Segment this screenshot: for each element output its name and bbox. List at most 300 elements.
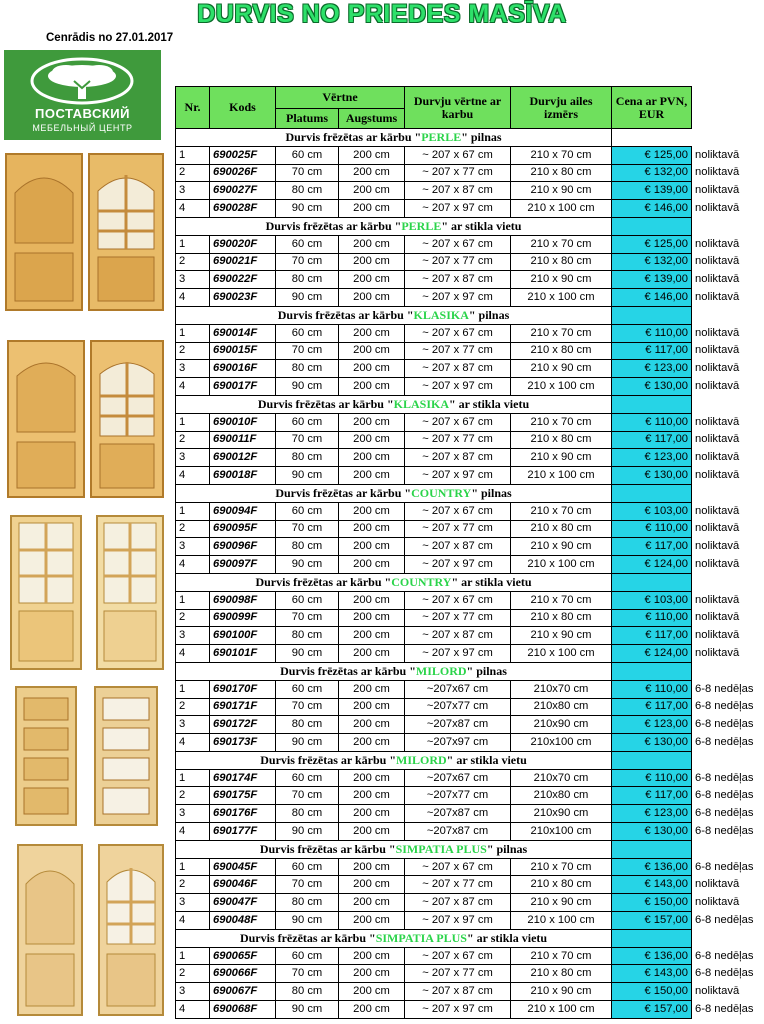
cell-code: 690067F <box>210 983 276 1001</box>
cell-status: 6-8 nedēļas <box>695 771 754 784</box>
cell-height: 200 cm <box>339 965 405 983</box>
cell-opening: 210 x 100 cm <box>511 912 612 930</box>
cell-frame: ~ 207 x 97 cm <box>405 200 511 218</box>
cell-height: 200 cm <box>339 253 405 271</box>
section-price-spacer <box>612 395 692 413</box>
cell-code: 690025F <box>210 146 276 164</box>
cell-opening: 210 x 80 cm <box>511 965 612 983</box>
section-model-name: PERLE <box>421 129 462 144</box>
table-row <box>176 591 764 609</box>
cell-width: 90 cm <box>276 823 339 841</box>
cell-width: 70 cm <box>276 787 339 805</box>
cell-nr: 4 <box>176 734 210 752</box>
cell-opening: 210 x 90 cm <box>511 182 612 200</box>
header-nr: Nr. <box>176 87 210 129</box>
cell-code: 690173F <box>210 734 276 752</box>
cell-nr: 2 <box>176 431 210 449</box>
section-title-prefix: Durvis frēzētas ar kārbu " <box>280 663 416 678</box>
cell-price: € 117,00 <box>612 342 692 360</box>
cell-opening: 210 x 90 cm <box>511 360 612 378</box>
cell-height: 200 cm <box>339 769 405 787</box>
cell-status: noliktavā <box>695 273 740 286</box>
cell-price: € 157,00 <box>612 912 692 930</box>
cell-status: noliktavā <box>695 985 740 998</box>
door-image-milord-glass <box>94 686 158 826</box>
table-row <box>176 538 764 556</box>
cell-code: 690170F <box>210 680 276 698</box>
cell-opening: 210 x 100 cm <box>511 200 612 218</box>
cell-code: 690100F <box>210 627 276 645</box>
cell-status: noliktavā <box>695 237 740 250</box>
cell-opening: 210 x 100 cm <box>511 1001 612 1019</box>
cell-code: 690021F <box>210 253 276 271</box>
cell-code: 690010F <box>210 413 276 431</box>
table-row <box>176 146 764 164</box>
section-title-suffix: " pilnas <box>461 129 502 144</box>
cell-width: 80 cm <box>276 538 339 556</box>
table-row <box>176 716 764 734</box>
section-header-row <box>176 129 764 147</box>
cell-nr: 1 <box>176 680 210 698</box>
cell-status: 6-8 nedēļas <box>695 700 754 713</box>
cell-opening: 210 x 70 cm <box>511 947 612 965</box>
table-row <box>176 378 764 396</box>
cell-nr: 1 <box>176 235 210 253</box>
cell-height: 200 cm <box>339 716 405 734</box>
cell-price: € 125,00 <box>612 146 692 164</box>
cell-width: 60 cm <box>276 947 339 965</box>
cell-opening: 210 x 80 cm <box>511 431 612 449</box>
cell-width: 80 cm <box>276 360 339 378</box>
section-title <box>176 662 612 680</box>
cell-width: 70 cm <box>276 609 339 627</box>
door-image-klasika-solid <box>7 340 85 498</box>
door-image-country-solid <box>96 515 164 670</box>
cell-price: € 117,00 <box>612 627 692 645</box>
cell-width: 60 cm <box>276 146 339 164</box>
cell-height: 200 cm <box>339 289 405 307</box>
cell-opening: 210 x 70 cm <box>511 502 612 520</box>
cell-status: 6-8 nedēļas <box>695 860 754 873</box>
cell-code: 690177F <box>210 823 276 841</box>
cell-nr: 3 <box>176 538 210 556</box>
cell-nr: 2 <box>176 253 210 271</box>
cell-price: € 150,00 <box>612 983 692 1001</box>
cell-code: 690016F <box>210 360 276 378</box>
cell-opening: 210x70 cm <box>511 680 612 698</box>
cell-frame: ~ 207 x 97 cm <box>405 1001 511 1019</box>
cell-nr: 1 <box>176 502 210 520</box>
cell-width: 60 cm <box>276 680 339 698</box>
cell-nr: 1 <box>176 858 210 876</box>
table-row <box>176 182 764 200</box>
table-row <box>176 734 764 752</box>
table-row <box>176 858 764 876</box>
section-title-suffix: " ar stikla vietu <box>451 574 532 589</box>
section-title-prefix: Durvis frēzētas ar kārbu " <box>257 396 394 411</box>
section-title-suffix: " pilnas <box>466 663 507 678</box>
table-row <box>176 965 764 983</box>
cell-frame: ~207x67 cm <box>405 769 511 787</box>
cell-frame: ~ 207 x 97 cm <box>405 556 511 574</box>
cell-code: 690047F <box>210 894 276 912</box>
cell-status: 6-8 nedēļas <box>695 949 754 962</box>
cell-nr: 1 <box>176 769 210 787</box>
cell-price: € 117,00 <box>612 787 692 805</box>
cell-nr: 2 <box>176 609 210 627</box>
header-vertne: Vērtne <box>276 87 405 109</box>
cell-height: 200 cm <box>339 1001 405 1019</box>
section-title-prefix: Durvis frēzētas ar kārbu " <box>285 129 422 144</box>
cell-code: 690097F <box>210 556 276 574</box>
cell-frame: ~ 207 x 87 cm <box>405 894 511 912</box>
cell-code: 690022F <box>210 271 276 289</box>
cell-frame: ~ 207 x 67 cm <box>405 858 511 876</box>
table-row <box>176 947 764 965</box>
cell-code: 690068F <box>210 1001 276 1019</box>
cell-price: € 130,00 <box>612 378 692 396</box>
cell-price: € 117,00 <box>612 698 692 716</box>
cell-code: 690096F <box>210 538 276 556</box>
section-title-suffix: " pilnas <box>486 841 528 856</box>
cell-status: noliktavā <box>695 362 740 375</box>
table-row <box>176 271 764 289</box>
cell-opening: 210 x 100 cm <box>511 556 612 574</box>
cell-code: 690012F <box>210 449 276 467</box>
section-model-name: SIMPATIA PLUS <box>395 841 487 856</box>
cell-frame: ~207x77 cm <box>405 787 511 805</box>
cell-nr: 4 <box>176 378 210 396</box>
cell-price: € 130,00 <box>612 467 692 485</box>
cell-frame: ~ 207 x 97 cm <box>405 289 511 307</box>
cell-nr: 2 <box>176 876 210 894</box>
cell-opening: 210 x 100 cm <box>511 378 612 396</box>
cell-width: 60 cm <box>276 502 339 520</box>
cell-price: € 110,00 <box>612 609 692 627</box>
cell-width: 90 cm <box>276 1001 339 1019</box>
section-model-name: MILORD <box>415 663 467 678</box>
cell-width: 80 cm <box>276 449 339 467</box>
cell-opening: 210 x 80 cm <box>511 342 612 360</box>
cell-opening: 210x80 cm <box>511 787 612 805</box>
cell-frame: ~ 207 x 77 cm <box>405 164 511 182</box>
cell-price: € 117,00 <box>612 538 692 556</box>
cell-price: € 157,00 <box>612 1001 692 1019</box>
cell-price: € 143,00 <box>612 965 692 983</box>
cell-opening: 210 x 70 cm <box>511 413 612 431</box>
table-row <box>176 556 764 574</box>
cell-price: € 124,00 <box>612 645 692 663</box>
cell-code: 690046F <box>210 876 276 894</box>
table-row <box>176 769 764 787</box>
cell-height: 200 cm <box>339 983 405 1001</box>
cell-nr: 3 <box>176 805 210 823</box>
cell-width: 80 cm <box>276 894 339 912</box>
section-title-suffix: " ar stikla vietu <box>449 396 530 411</box>
cell-code: 690018F <box>210 467 276 485</box>
table-row <box>176 1001 764 1019</box>
cell-price: € 146,00 <box>612 200 692 218</box>
cell-frame: ~ 207 x 97 cm <box>405 912 511 930</box>
table-row <box>176 342 764 360</box>
cell-height: 200 cm <box>339 235 405 253</box>
cell-nr: 3 <box>176 716 210 734</box>
cell-price: € 132,00 <box>612 253 692 271</box>
table-row <box>176 235 764 253</box>
cell-code: 690101F <box>210 645 276 663</box>
cell-code: 690174F <box>210 769 276 787</box>
cell-frame: ~ 207 x 97 cm <box>405 645 511 663</box>
cell-height: 200 cm <box>339 164 405 182</box>
cell-opening: 210 x 100 cm <box>511 645 612 663</box>
cell-opening: 210x90 cm <box>511 805 612 823</box>
cell-code: 690066F <box>210 965 276 983</box>
cell-status: noliktavā <box>695 184 740 197</box>
cell-opening: 210 x 70 cm <box>511 324 612 342</box>
cell-status: noliktavā <box>695 380 740 393</box>
cell-price: € 125,00 <box>612 235 692 253</box>
cell-price: € 139,00 <box>612 182 692 200</box>
cell-price: € 103,00 <box>612 502 692 520</box>
cell-height: 200 cm <box>339 360 405 378</box>
door-image-country-glass <box>10 515 82 670</box>
cell-height: 200 cm <box>339 556 405 574</box>
cell-nr: 2 <box>176 698 210 716</box>
table-row <box>176 413 764 431</box>
cell-status: 6-8 nedēļas <box>695 967 754 980</box>
cell-nr: 4 <box>176 645 210 663</box>
cell-frame: ~ 207 x 77 cm <box>405 965 511 983</box>
cell-opening: 210 x 70 cm <box>511 146 612 164</box>
cell-frame: ~ 207 x 77 cm <box>405 609 511 627</box>
section-title <box>176 395 612 413</box>
cell-opening: 210 x 70 cm <box>511 858 612 876</box>
cell-height: 200 cm <box>339 876 405 894</box>
door-image-simpatia-glass <box>98 844 164 1016</box>
section-status-spacer <box>692 217 764 235</box>
cell-status: 6-8 nedēļas <box>695 913 754 926</box>
cell-price: € 150,00 <box>612 894 692 912</box>
cell-frame: ~ 207 x 77 cm <box>405 520 511 538</box>
cell-width: 90 cm <box>276 289 339 307</box>
section-title-prefix: Durvis frēzētas ar kārbu " <box>255 574 392 589</box>
cell-height: 200 cm <box>339 680 405 698</box>
cell-frame: ~ 207 x 97 cm <box>405 467 511 485</box>
cell-height: 200 cm <box>339 200 405 218</box>
header-augstums: Augstums <box>339 109 405 129</box>
section-title-prefix: Durvis frēzētas ar kārbu " <box>275 485 412 500</box>
section-title-prefix: Durvis frēzētas ar kārbu " <box>277 307 414 322</box>
cell-price: € 117,00 <box>612 431 692 449</box>
table-row <box>176 324 764 342</box>
section-status-spacer <box>692 929 764 947</box>
cell-opening: 210x80 cm <box>511 698 612 716</box>
cell-status: noliktavā <box>695 166 740 179</box>
cell-status: 6-8 nedēļas <box>695 1002 754 1015</box>
table-row <box>176 787 764 805</box>
section-model-name: COUNTRY <box>391 574 452 589</box>
cell-nr: 3 <box>176 182 210 200</box>
section-title <box>176 217 612 235</box>
price-list-date: Cenrādis no 27.01.2017 <box>46 32 174 44</box>
cell-frame: ~207x97 cm <box>405 734 511 752</box>
cell-status: noliktavā <box>695 593 740 606</box>
cell-status: 6-8 nedēļas <box>695 735 754 748</box>
header-door-leaf-with-frame: Durvju vērtne ar karbu <box>405 87 511 129</box>
cell-height: 200 cm <box>339 502 405 520</box>
cell-height: 200 cm <box>339 627 405 645</box>
cell-height: 200 cm <box>339 823 405 841</box>
section-header-row <box>176 306 764 324</box>
section-model-name: SIMPATIA PLUS <box>375 930 467 945</box>
cell-height: 200 cm <box>339 894 405 912</box>
section-status-spacer <box>692 484 764 502</box>
cell-width: 80 cm <box>276 627 339 645</box>
cell-frame: ~ 207 x 87 cm <box>405 627 511 645</box>
cell-height: 200 cm <box>339 591 405 609</box>
cell-height: 200 cm <box>339 146 405 164</box>
cell-opening: 210 x 80 cm <box>511 520 612 538</box>
cell-price: € 110,00 <box>612 413 692 431</box>
cell-width: 70 cm <box>276 253 339 271</box>
section-price-spacer <box>612 662 692 680</box>
logo-line-2: МЕБЕЛЬНЫЙ ЦЕНТР <box>32 123 133 133</box>
logo-line-1: ПОСТАВСКИЙ <box>35 106 130 121</box>
section-title <box>176 129 612 147</box>
cell-height: 200 cm <box>339 520 405 538</box>
cell-status: noliktavā <box>695 344 740 357</box>
table-header <box>176 87 764 129</box>
cell-price: € 146,00 <box>612 289 692 307</box>
section-title-prefix: Durvis frēzētas ar kārbu " <box>260 752 396 767</box>
cell-nr: 3 <box>176 983 210 1001</box>
cell-height: 200 cm <box>339 431 405 449</box>
cell-status: noliktavā <box>695 202 740 215</box>
cell-nr: 2 <box>176 965 210 983</box>
cell-nr: 1 <box>176 947 210 965</box>
cell-opening: 210 x 90 cm <box>511 983 612 1001</box>
cell-frame: ~ 207 x 87 cm <box>405 983 511 1001</box>
section-price-spacer <box>612 484 692 502</box>
cell-code: 690095F <box>210 520 276 538</box>
cell-frame: ~ 207 x 67 cm <box>405 502 511 520</box>
cell-status: noliktavā <box>695 255 740 268</box>
cell-price: € 110,00 <box>612 520 692 538</box>
table-row <box>176 520 764 538</box>
cell-width: 80 cm <box>276 716 339 734</box>
cell-status: 6-8 nedēļas <box>695 824 754 837</box>
table-row <box>176 912 764 930</box>
cell-frame: ~ 207 x 77 cm <box>405 342 511 360</box>
section-title-suffix: " pilnas <box>471 485 512 500</box>
cell-height: 200 cm <box>339 645 405 663</box>
section-price-spacer <box>612 217 692 235</box>
cell-frame: ~207x87 cm <box>405 716 511 734</box>
cell-opening: 210x70 cm <box>511 769 612 787</box>
cell-nr: 2 <box>176 520 210 538</box>
cell-height: 200 cm <box>339 449 405 467</box>
cell-code: 690176F <box>210 805 276 823</box>
cell-nr: 4 <box>176 912 210 930</box>
door-image-simpatia-solid <box>17 844 83 1016</box>
cell-code: 690171F <box>210 698 276 716</box>
cell-status: noliktavā <box>695 540 740 553</box>
cell-opening: 210 x 100 cm <box>511 289 612 307</box>
cell-height: 200 cm <box>339 912 405 930</box>
table-row <box>176 200 764 218</box>
price-table <box>175 86 764 1019</box>
cell-price: € 123,00 <box>612 360 692 378</box>
cell-code: 690017F <box>210 378 276 396</box>
cell-status: noliktavā <box>695 451 740 464</box>
cell-status: noliktavā <box>695 558 740 571</box>
cell-height: 200 cm <box>339 538 405 556</box>
cell-price: € 123,00 <box>612 805 692 823</box>
cell-status: noliktavā <box>695 647 740 659</box>
section-title <box>176 573 612 591</box>
section-model-name: COUNTRY <box>411 485 472 500</box>
cell-status: noliktavā <box>695 148 740 161</box>
section-status-spacer <box>692 306 764 324</box>
cell-nr: 1 <box>176 591 210 609</box>
section-title-prefix: Durvis frēzētas ar kārbu " <box>265 218 402 233</box>
cell-frame: ~ 207 x 87 cm <box>405 182 511 200</box>
company-logo <box>4 50 161 140</box>
door-image-perle-glass <box>88 153 164 311</box>
cell-code: 690045F <box>210 858 276 876</box>
cell-code: 690023F <box>210 289 276 307</box>
cell-price: € 136,00 <box>612 947 692 965</box>
table-row <box>176 502 764 520</box>
cell-height: 200 cm <box>339 698 405 716</box>
cell-price: € 139,00 <box>612 271 692 289</box>
cell-code: 690028F <box>210 200 276 218</box>
cell-frame: ~ 207 x 67 cm <box>405 591 511 609</box>
cell-status: noliktavā <box>695 896 740 909</box>
cell-height: 200 cm <box>339 467 405 485</box>
cell-height: 200 cm <box>339 734 405 752</box>
section-header-row <box>176 484 764 502</box>
section-status-spacer <box>692 573 764 591</box>
section-title <box>176 929 612 947</box>
section-status-spacer <box>692 395 764 413</box>
cell-frame: ~ 207 x 77 cm <box>405 253 511 271</box>
cell-width: 80 cm <box>276 182 339 200</box>
cell-status: noliktavā <box>695 469 740 482</box>
cell-status: 6-8 nedēļas <box>695 789 754 802</box>
cell-nr: 1 <box>176 413 210 431</box>
cell-frame: ~ 207 x 97 cm <box>405 378 511 396</box>
section-price-spacer <box>612 306 692 324</box>
cell-height: 200 cm <box>339 182 405 200</box>
cell-nr: 4 <box>176 556 210 574</box>
cell-frame: ~ 207 x 67 cm <box>405 324 511 342</box>
cell-price: € 130,00 <box>612 734 692 752</box>
cell-status: noliktavā <box>695 433 740 446</box>
cell-status: noliktavā <box>695 291 740 304</box>
cell-nr: 1 <box>176 324 210 342</box>
header-status-blank <box>692 87 764 129</box>
section-model-name: MILORD <box>396 752 447 767</box>
cell-width: 90 cm <box>276 200 339 218</box>
cell-width: 90 cm <box>276 912 339 930</box>
cell-height: 200 cm <box>339 324 405 342</box>
header-door-opening-size: Durvju ailes izmērs <box>511 87 612 129</box>
section-title <box>176 484 612 502</box>
cell-width: 70 cm <box>276 876 339 894</box>
cell-frame: ~ 207 x 87 cm <box>405 449 511 467</box>
table-row <box>176 680 764 698</box>
